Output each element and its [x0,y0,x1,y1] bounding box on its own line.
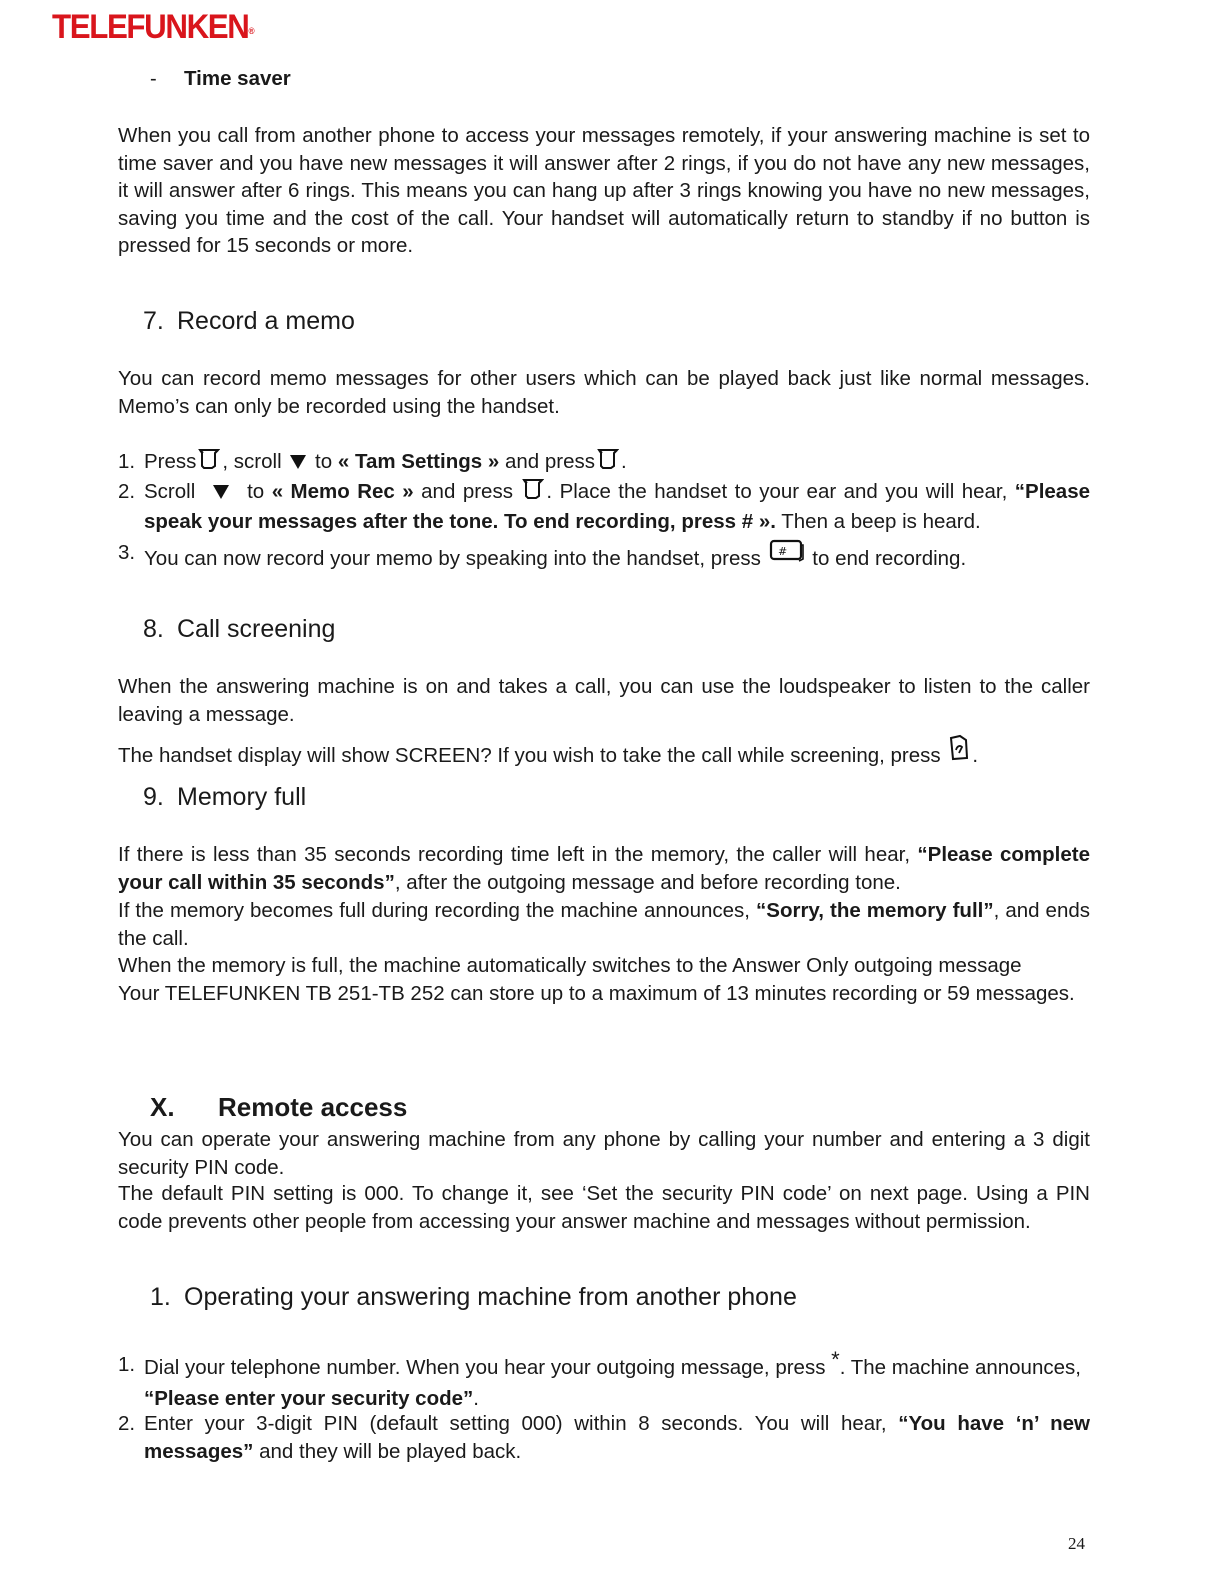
list-item: 1. Press , scroll to « Tam Settings » and press . [118,448,1090,478]
memory-full-paragraph-3: When the memory is full, the machine automatically switches to the Answer Only outgoing message [118,954,1022,977]
list-item: 2. Enter your 3-digit PIN (default setting 000) within 8 seconds. You will hear, “You have ‘n’ new messages” and they will be played back. [118,1412,1090,1463]
svg-text:#: # [777,545,787,558]
memory-full-paragraph-2: If the memory becomes full during recording the machine announces, “Sorry, the memory full”, and ends the call. [118,899,1090,950]
record-memo-heading: 7. Record a memo [143,307,355,335]
time-saver-paragraph: When you call from another phone to access your messages remotely, if your answering machine is set to time saver and you have new messages it will answer after 2 rings, if you do not have any new messages, it will answer after 6 rings. This means you can hang up after 3 rings knowing you have no new messages, saving you time and the cost of the call. Your handset will automatically return to standby if no button is pressed for 15 seconds or more. [118,124,1090,257]
telefunken-logo: TELEFUNKEN® [52,8,255,46]
memory-full-paragraph-1: If there is less than 35 seconds recording time left in the memory, the caller will hear, “Please complete your call within 35 seconds”, after the outgoing message and before recording tone. [118,843,1090,894]
talk-key-icon [948,734,970,770]
down-arrow-icon [289,450,307,478]
bullet-dash: - [150,68,157,90]
remote-access-paragraph-1: You can operate your answering machine from any phone by calling your number and entering a 3 digit security PIN code. [118,1128,1090,1179]
hash-key-icon [769,539,805,571]
memory-full-heading: 9. Memory full [143,783,307,811]
operating-heading: 1. Operating your answering machine from another phone [150,1283,797,1311]
call-screening-heading: 8. Call screening [143,615,336,643]
record-memo-paragraph: You can record memo messages for other users which can be played back just like normal messages. Memo’s can only be recorded using the handset. [118,367,1090,418]
menu-key-icon [198,448,220,478]
menu-key-icon [597,448,619,478]
memory-full-paragraph-4: Your TELEFUNKEN TB 251-TB 252 can store up to a maximum of 13 minutes recording or 59 messages. [118,982,1075,1005]
list-item: 1. Dial your telephone number. When you hear your outgoing message, press *. The machine announces, “Please enter your security code”. [118,1347,1081,1410]
call-screening-paragraph: When the answering machine is on and takes a call, you can use the loudspeaker to listen to the caller leaving a message. [118,675,1090,726]
menu-key-icon [522,478,544,508]
remote-access-paragraph-2: The default PIN setting is 000. To change it, see ‘Set the security PIN code’ on next page. Using a PIN code prevents other people from accessing your answer machine and messages without permission. [118,1182,1090,1233]
list-item: 3. You can now record your memo by speaking into the handset, press # to end recording. [118,541,967,570]
time-saver-title: Time saver [184,67,291,90]
remote-access-heading: X. Remote access [150,1092,408,1122]
down-arrow-icon [212,480,230,508]
call-screening-instruction: The handset display will show SCREEN? If you wish to take the call while screening, press . [118,734,1090,770]
star-key: * [831,1347,840,1372]
page-number: 24 [1068,1534,1085,1553]
list-item: 2. Scroll to « Memo Rec » and press . Place the handset to your ear and you will hear, “Please speak your messages after the tone. To end recording, press # ». Then a beep is heard. [118,480,1091,533]
